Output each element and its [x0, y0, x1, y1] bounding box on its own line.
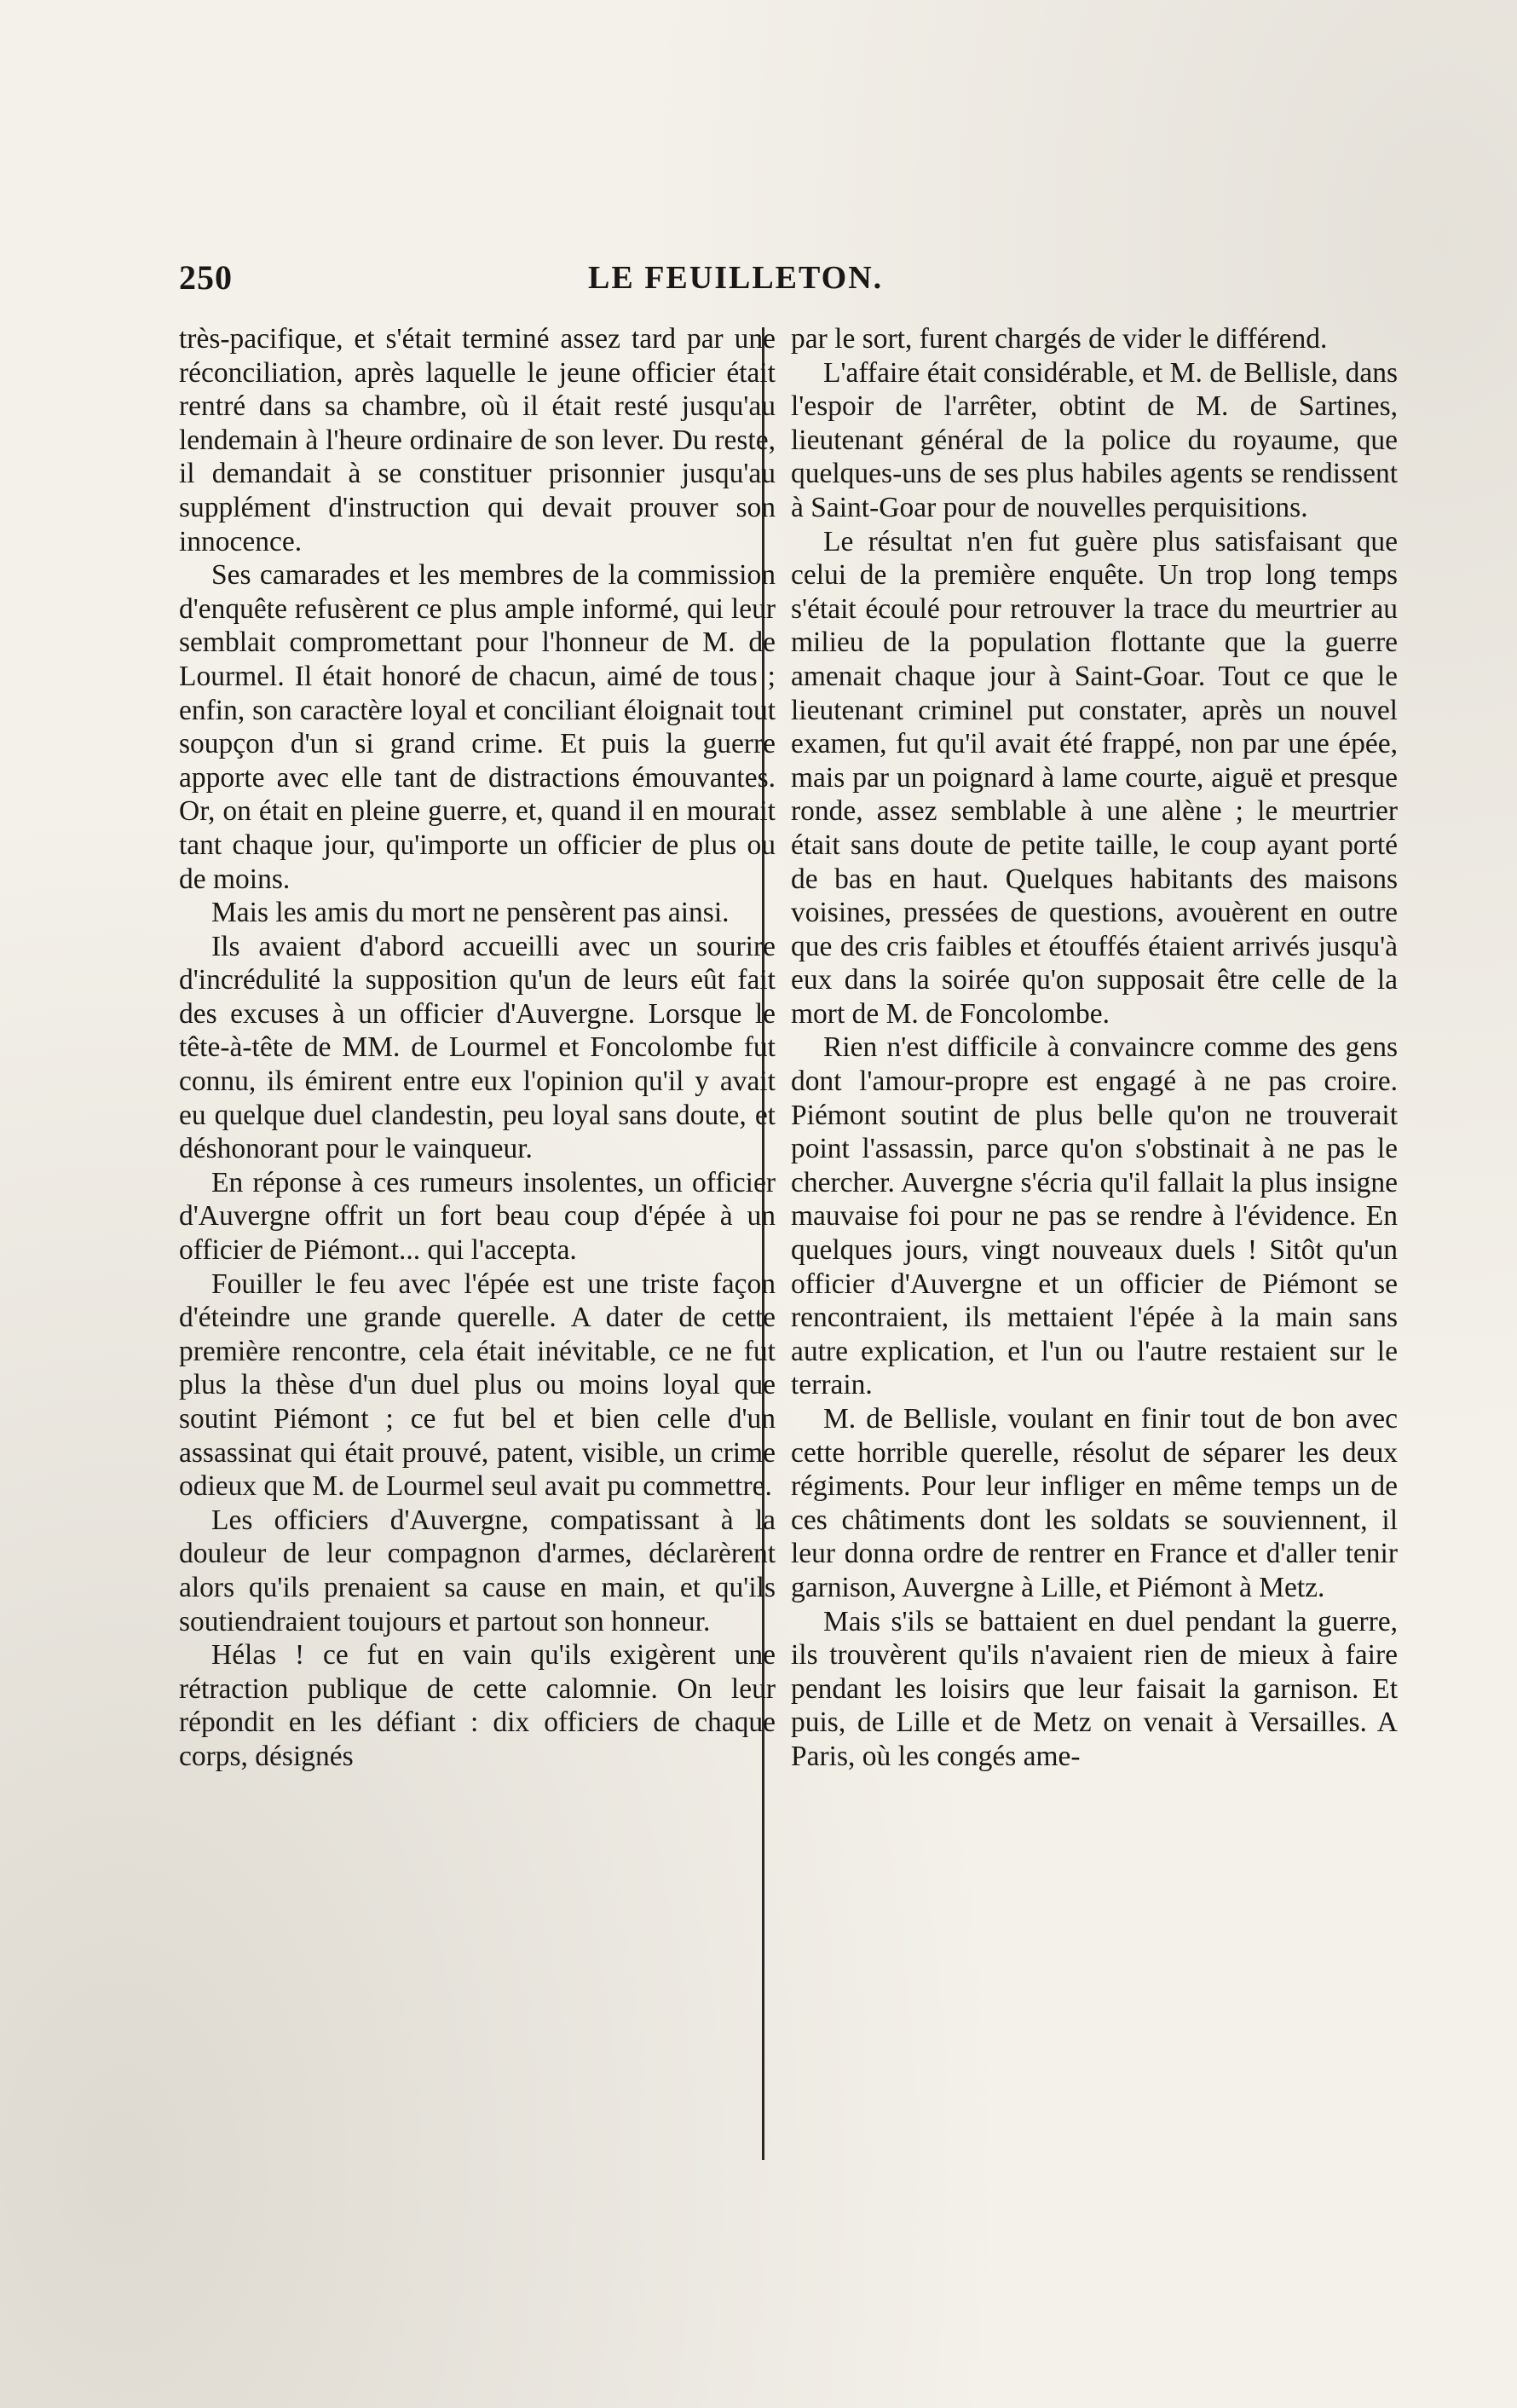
paragraph: Mais s'ils se battaient en duel pendant la guerre, ils trouvèrent qu'ils n'avaient rien de mieux à faire pendant les loisirs que leur faisait la garnison. Et puis, de Lille et de Metz on venait à Versailles. A Paris, où les congés ame-	[791, 1605, 1398, 1772]
paragraph: Rien n'est difficile à convaincre comme des gens dont l'amour-propre est engagé à ne pas croire. Piémont soutint de plus belle qu'on ne trouverait point l'assassin, parce qu'on s'obstinait à ne pas le chercher. Auvergne s'écria qu'il fallait la plus insigne mauvaise foi pour ne pas se rendre à l'évidence. En quelques jours, vingt nouveaux duels ! Sitôt qu'un officier d'Auvergne et un officier de Piémont se rencontraient, ils mettaient l'épée à la main sans autre explication, et l'un ou l'autre restaient sur le terrain.	[791, 1031, 1398, 1401]
paragraph: Les officiers d'Auvergne, compatissant à la douleur de leur compagnon d'armes, déclarèrent alors qu'ils prenaient sa cause en main, et qu'ils soutiendraient toujours et partout son honneur.	[179, 1504, 776, 1637]
page-number: 250	[179, 258, 233, 297]
paragraph: L'affaire était considérable, et M. de Bellisle, dans l'espoir de l'arrêter, obtint de M. de Sartines, lieutenant général de la police du royaume, que quelques-uns de ses plus habiles agents se rendissent à Saint-Goar pour de nouvelles perquisitions.	[791, 356, 1398, 523]
paragraph: En réponse à ces rumeurs insolentes, un officier d'Auvergne offrit un fort beau coup d'épée à un officier de Piémont... qui l'accepta.	[179, 1166, 776, 1267]
paragraph: Fouiller le feu avec l'épée est une triste façon d'éteindre une grande querelle. A dater de cette première rencontre, cela était inévitable, ce ne fut plus la thèse d'un duel plus ou moins loyal que soutint Piémont ; ce fut bel et bien celle d'un assassinat qui était prouvé, patent, visible, un crime odieux que M. de Lourmel seul avait pu commettre.	[179, 1268, 776, 1503]
paragraph: Mais les amis du mort ne pensèrent pas ainsi.	[211, 897, 730, 929]
paragraph: Ses camarades et les membres de la commission d'enquête refusèrent ce plus ample informé, qui leur semblait compromettant pour l'honneur de M. de Lourmel. Il était honoré de chacun, aimé de tous ; enfin, son caractère loyal et conciliant éloignait tout soupçon d'un si grand crime. Et puis la guerre apporte avec elle tant de distractions émouvantes. Or, on était en pleine guerre, et, quand il en mourait tant chaque jour, qu'importe un officier de plus ou de moins.	[179, 559, 776, 895]
paragraph: très-pacifique, et s'était terminé assez tard par une réconciliation, après laquelle le jeune officier était rentré dans sa chambre, où il était resté jusqu'au lendemain à l'heure ordinaire de son lever. Du reste, il demandait à se constituer prisonnier jusqu'au supplément d'instruction qui devait prouver son innocence.	[179, 323, 776, 557]
paragraph: par le sort, furent chargés de vider le différend.	[791, 323, 1328, 355]
page-header	[179, 257, 946, 300]
text-columns	[179, 322, 1398, 2180]
paragraph: Hélas ! ce fut en vain qu'ils exigèrent une rétraction publique de cette calomnie. On leur répondit en les défiant : dix officiers de chaque corps, désignés	[179, 1639, 776, 1772]
paragraph: Le résultat n'en fut guère plus satisfaisant que celui de la première enquête. Un trop long temps s'était écoulé pour retrouver la trace du meurtrier au milieu de la population flottante que la guerre amenait chaque jour à Saint-Goar. Tout ce que le lieutenant criminel put constater, après un nouvel examen, fut qu'il avait été frappé, non par une épée, mais par un poignard à lame courte, aiguë et presque ronde, assez semblable à une alène ; le meurtrier était sans doute de petite taille, le coup ayant porté de bas en haut. Quelques habitants des maisons voisines, pressées de questions, avouèrent en outre que des cris faibles et étouffés étaient arrivés jusqu'à eux dans la soirée qu'on supposait être celle de la mort de M. de Foncolombe.	[791, 525, 1398, 1030]
paragraph: Ils avaient d'abord accueilli avec un sourire d'incrédulité la supposition qu'un de leurs eût fait des excuses à un officier d'Auvergne. Lorsque le tête-à-tête de MM. de Lourmel et Foncolombe fut connu, ils émirent entre eux l'opinion qu'il y avait eu quelque duel clandestin, peu loyal sans doute, et déshonorant pour le vainqueur.	[179, 930, 776, 1165]
left-column	[179, 322, 776, 1774]
paragraph: M. de Bellisle, voulant en finir tout de bon avec cette horrible querelle, résolut de séparer les deux régiments. Pour leur infliger en même temps un de ces châtiments dont les soldats se souviennent, il leur donna ordre de rentrer en France et d'aller tenir garnison, Auvergne à Lille, et Piémont à Metz.	[791, 1403, 1398, 1603]
running-title: LE FEUILLETON.	[588, 260, 884, 296]
right-column	[791, 322, 1398, 1774]
